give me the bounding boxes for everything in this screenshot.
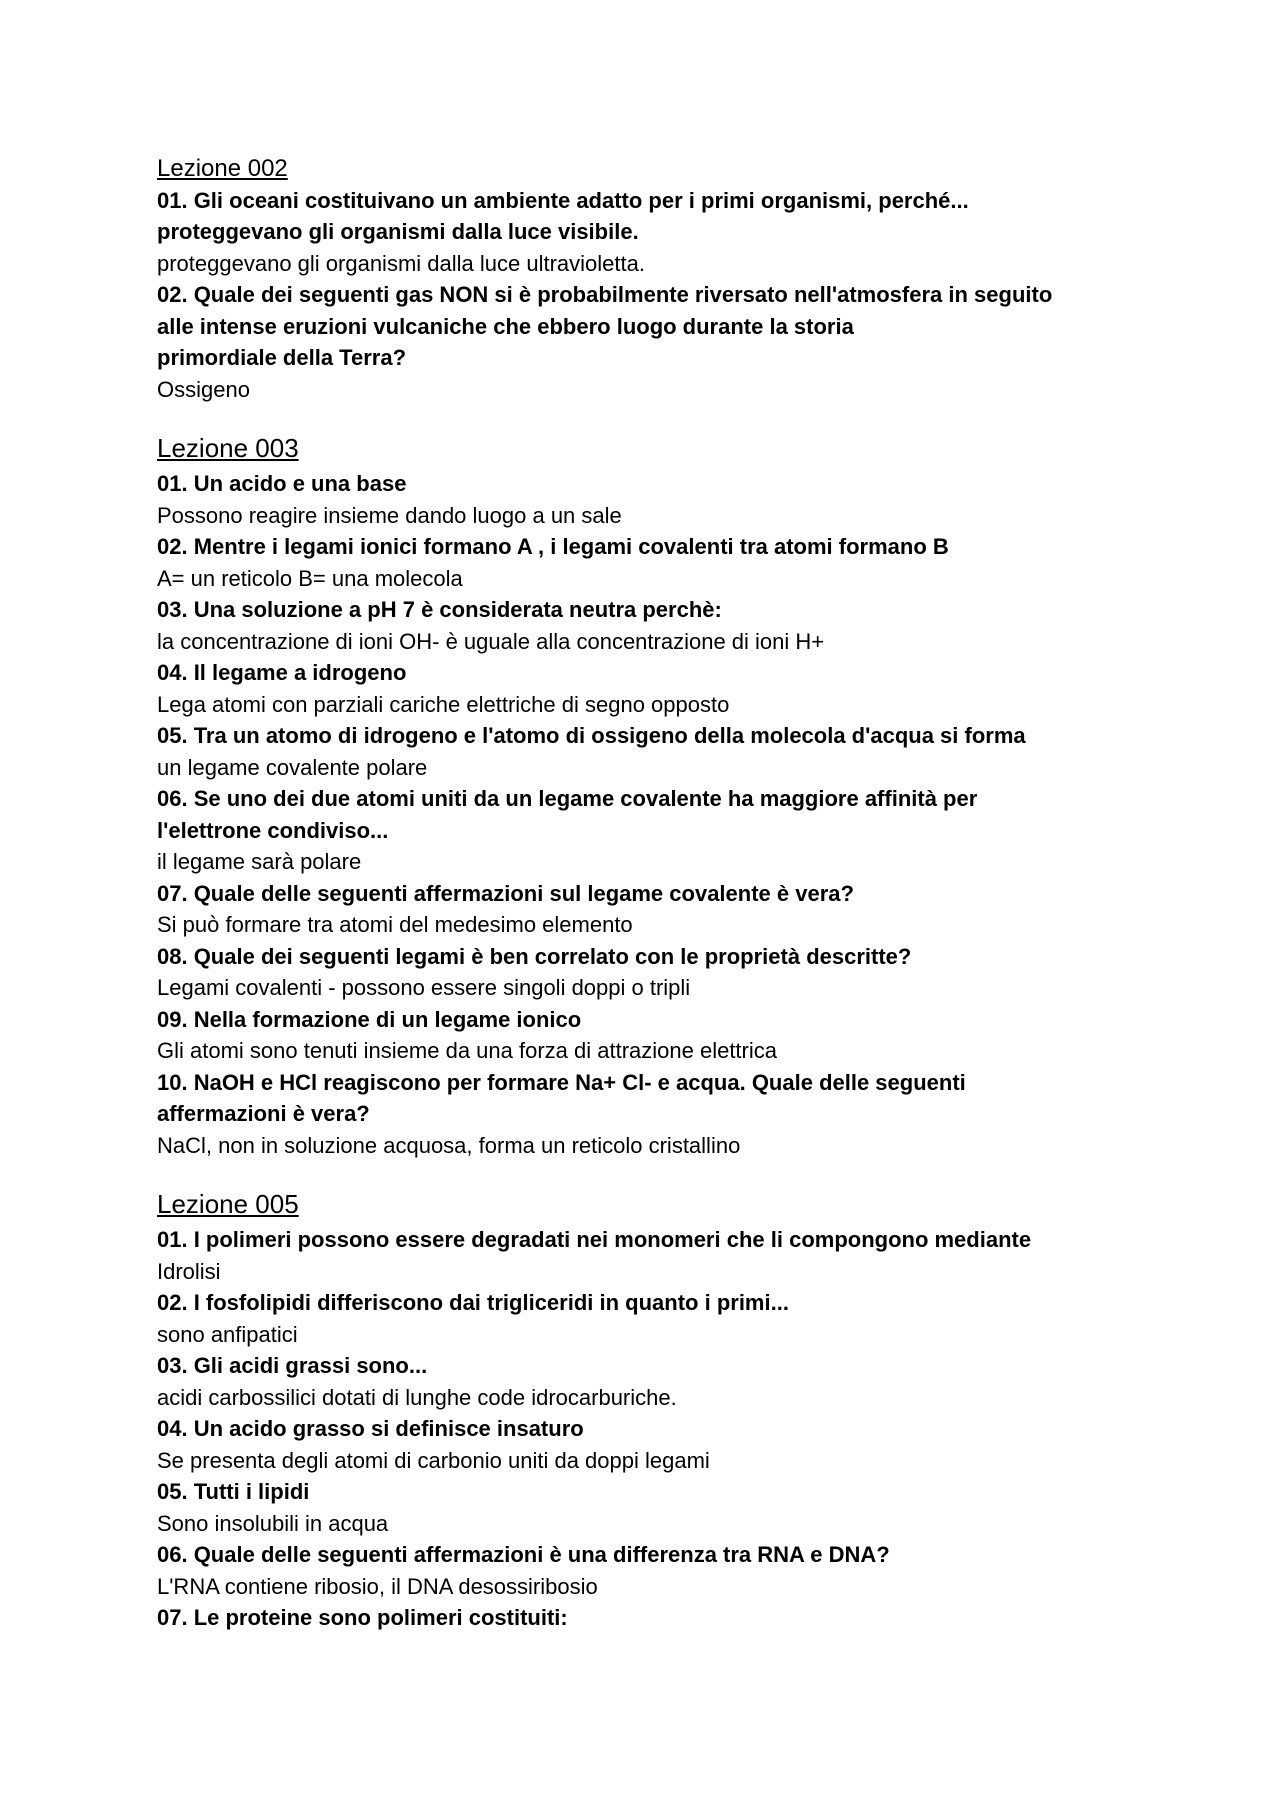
question: 05. Tutti i lipidi: [157, 1479, 310, 1504]
question: 08. Quale dei seguenti legami è ben correlato con le proprietà descritte?: [157, 943, 912, 969]
question: 04. Il legame a idrogeno: [157, 660, 407, 685]
question: 02. Mentre i legami ionici formano A , i legami covalenti tra atomi formano B: [157, 534, 949, 559]
question: 02. I fosfolipidi differiscono dai trigliceridi in quanto i primi...: [157, 1290, 789, 1315]
answer: L'RNA contiene ribosio, il DNA desossiribosio: [157, 1573, 598, 1599]
answer: sono anfipatici: [157, 1321, 298, 1347]
section-title: Lezione 005: [157, 1189, 299, 1219]
question: 06. Quale delle seguenti affermazioni è una differenza tra RNA e DNA?: [157, 1542, 890, 1567]
question: 03. Gli acidi grassi sono...: [157, 1353, 428, 1378]
answer: Idrolisi: [157, 1258, 221, 1284]
answer: il legame sarà polare: [157, 849, 362, 874]
answer: Si può formare tra atomi del medesimo elemento: [157, 912, 633, 937]
question: 02. Quale dei seguenti gas NON si è probabilmente riversato nell'atmosfera in seguito alle intense eruzioni vulcaniche che ebbero luogo durante la storia primordiale della Terra?: [157, 282, 1053, 370]
answer: Se presenta degli atomi di carbonio uniti da doppi legami: [157, 1447, 710, 1473]
document-body: [157, 153, 1147, 1634]
section-lezione-003: [157, 428, 1147, 1161]
answer: NaCl, non in soluzione acquosa, forma un reticolo cristallino: [157, 1132, 741, 1158]
answer: la concentrazione di ioni OH- è uguale alla concentrazione di ioni H+: [157, 628, 825, 654]
question: 06. Se uno dei due atomi uniti da un legame covalente ha maggiore affinità per l'elettrone condiviso...: [157, 786, 978, 843]
answer: proteggevano gli organismi dalla luce ultravioletta.: [157, 250, 645, 276]
question: 01. I polimeri possono essere degradati nei monomeri che li compongono mediante: [157, 1227, 1032, 1252]
question: 03. Una soluzione a pH 7 è considerata neutra perchè:: [157, 597, 722, 622]
answer: A= un reticolo B= una molecola: [157, 565, 463, 591]
answer: Lega atomi con parziali cariche elettriche di segno opposto: [157, 691, 730, 717]
section-title: Lezione 003: [157, 433, 299, 463]
answer: Ossigeno: [157, 376, 250, 402]
question: 05. Tra un atomo di idrogeno e l'atomo di ossigeno della molecola d'acqua si forma: [157, 723, 1026, 748]
question: 01. Un acido e una base: [157, 471, 407, 496]
answer: Sono insolubili in acqua: [157, 1510, 389, 1536]
question: 10. NaOH e HCl reagiscono per formare Na+ Cl- e acqua. Quale delle seguenti affermazioni è vera?: [157, 1069, 966, 1126]
answer: Legami covalenti - possono essere singoli doppi o tripli: [157, 975, 691, 1000]
question: 04. Un acido grasso si definisce insaturo: [157, 1416, 584, 1441]
answer: acidi carbossilici dotati di lunghe code idrocarburiche.: [157, 1384, 677, 1410]
question: 07. Quale delle seguenti affermazioni sul legame covalente è vera?: [157, 880, 854, 906]
answer: Possono reagire insieme dando luogo a un sale: [157, 502, 622, 528]
question: 01. Gli oceani costituivano un ambiente adatto per i primi organismi, perché... proteggevano gli organismi dalla luce visibile.: [157, 187, 969, 244]
question: 07. Le proteine sono polimeri costituiti:: [157, 1605, 568, 1630]
section-title: Lezione 002: [157, 155, 288, 182]
answer: un legame covalente polare: [157, 754, 428, 780]
section-lezione-005: [157, 1184, 1147, 1634]
question: 09. Nella formazione di un legame ionico: [157, 1006, 582, 1032]
section-lezione-002: [157, 153, 1147, 405]
answer: Gli atomi sono tenuti insieme da una forza di attrazione elettrica: [157, 1038, 777, 1063]
